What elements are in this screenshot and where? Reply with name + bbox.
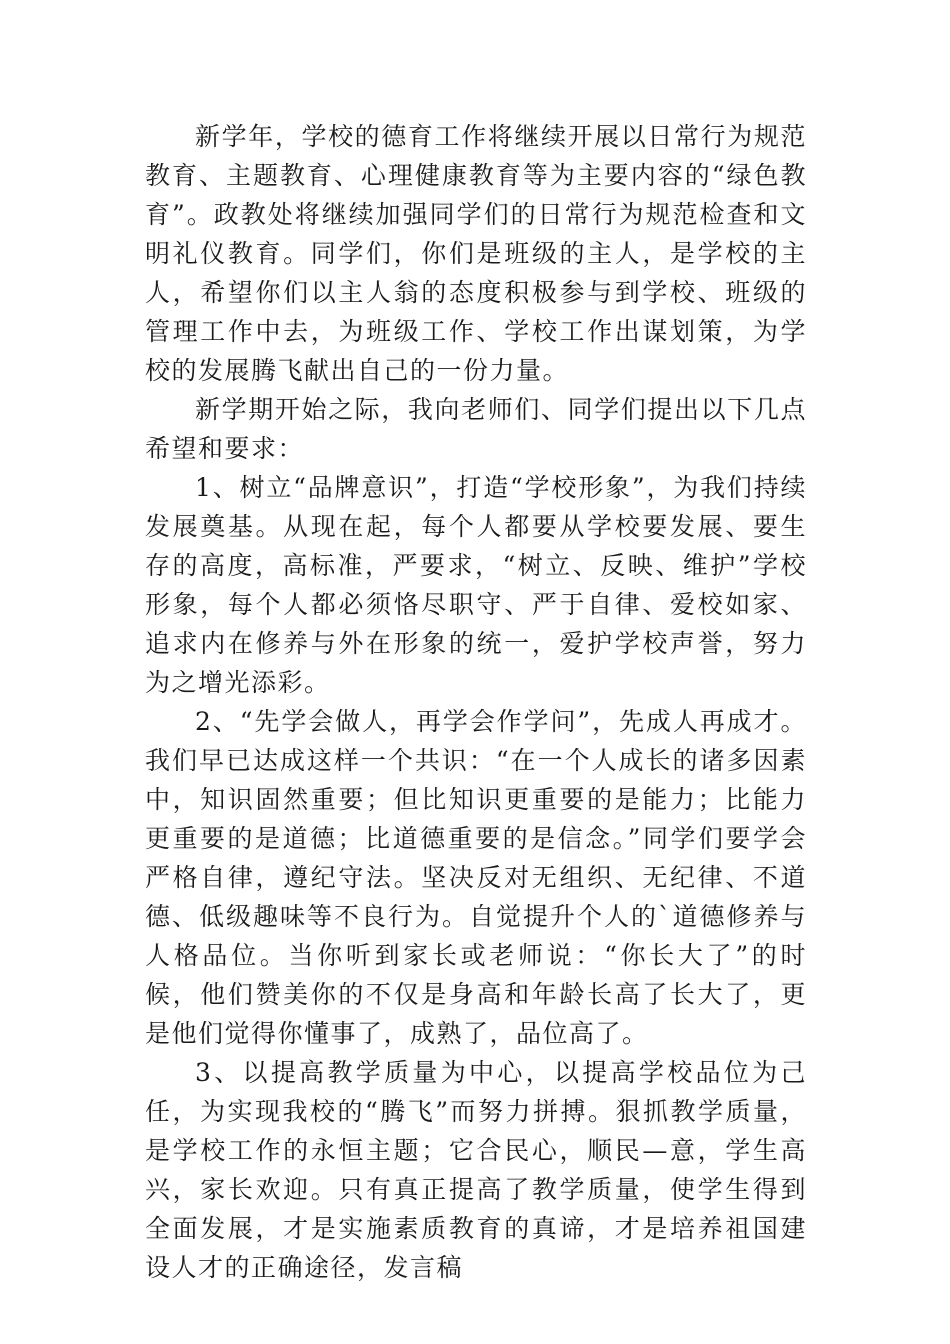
paragraph-point-1: 1、树立“品牌意识”，打造“学校形象”，为我们持续发展奠基。从现在起，每个人都要从学校要发展、要生存的高度，高标准，严要求，“树立、反映、维护”学校形象，每个人都必须恪尽职守、严于自律、爱校如家、追求内在修养与外在形象的统一，爱护学校声誉，努力为之增光添彩。 [145,473,807,697]
paragraph-point-2: 2、“先学会做人，再学会作学问”，先成人再成才。我们早已达成这样一个共识：“在一个人成长的诸多因素中，知识固然重要；但比知识更重要的是能力；比能力更重要的是道德；比道德重要的是信念。”同学们要学会严格自律，遵纪守法。坚决反对无组织、无纪律、不道德、低级趣味等不良行为。自觉提升个人的`道德修养与人格品位。当你听到家长或老师说：“你长大了”的时候，他们赞美你的不仅是身高和年龄长高了长大了，更是他们觉得你懂事了，成熟了，品位高了。 [145,707,807,1048]
document-body [145,117,807,1287]
paragraph-point-3: 3、以提高教学质量为中心，以提高学校品位为己任，为实现我校的“腾飞”而努力拼搏。狠抓教学质量，是学校工作的永恒主题；它合民心，顺民—意，学生高兴，家长欢迎。只有真正提高了教学质量，使学生得到全面发展，才是实施素质教育的真谛，才是培养祖国建设人才的正确途径，发言稿 [145,1058,807,1282]
paragraph-hopes: 新学期开始之际，我向老师们、同学们提出以下几点希望和要求： [145,395,807,463]
paragraph-intro: 新学年，学校的德育工作将继续开展以日常行为规范教育、主题教育、心理健康教育等为主要内容的“绿色教育”。政教处将继续加强同学们的日常行为规范检查和文明礼仪教育。同学们，你们是班级的主人，是学校的主人，希望你们以主人翁的态度积极参与到学校、班级的管理工作中去，为班级工作、学校工作出谋划策，为学校的发展腾飞献出自己的一份力量。 [145,122,807,385]
